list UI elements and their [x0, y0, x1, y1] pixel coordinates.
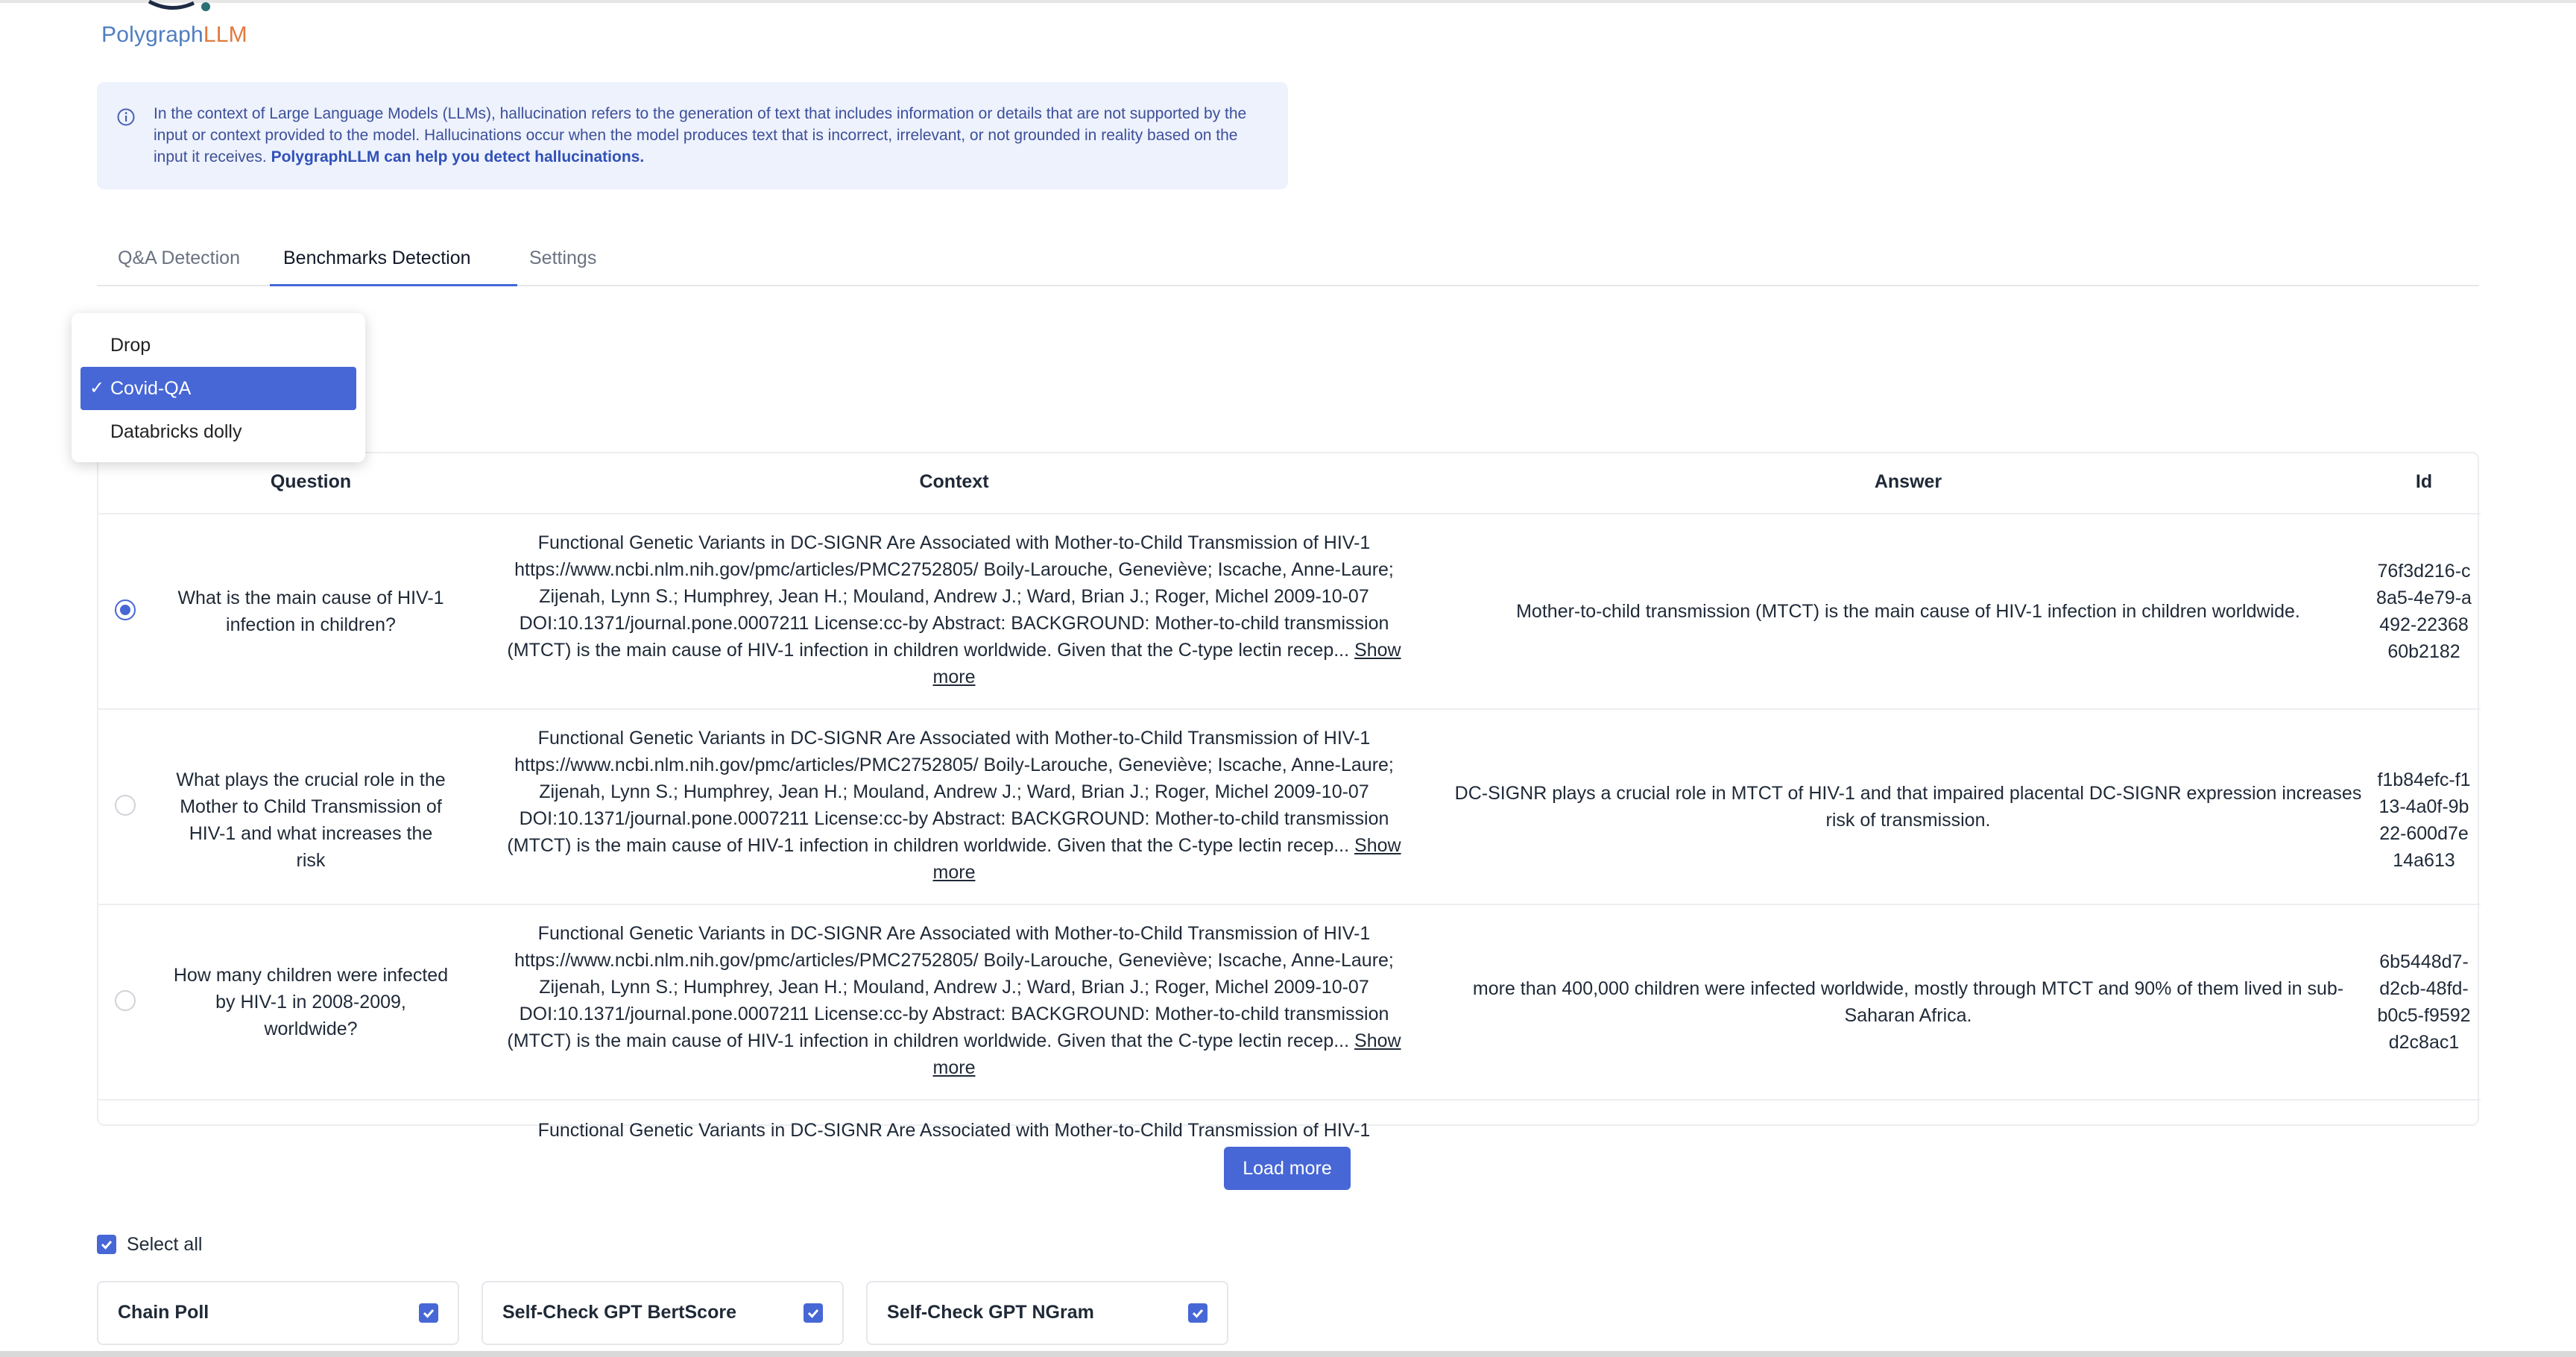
select-all-label: Select all — [127, 1234, 203, 1255]
column-header-context: Context — [919, 471, 989, 492]
logo-text-llm: LLM — [203, 22, 247, 47]
question-cell: What is the main cause of HIV-1 infection in children? — [177, 588, 444, 635]
context-cell — [493, 529, 1415, 690]
table-row[interactable] — [98, 710, 2481, 905]
select-all-checkbox[interactable] — [97, 1235, 116, 1254]
method-card-chain-poll[interactable] — [97, 1281, 459, 1345]
column-header-answer: Answer — [1874, 471, 1942, 492]
info-highlight: PolygraphLLM can help you detect hallucinations. — [271, 148, 645, 166]
method-label: Chain Poll — [118, 1302, 209, 1323]
method-card-selfcheck-ngram[interactable] — [866, 1281, 1228, 1345]
row-radio-button[interactable] — [115, 795, 136, 816]
dropdown-option-databricks-dolly[interactable] — [80, 410, 356, 453]
answer-cell: Mother-to-child transmission (MTCT) is the main cause of HIV-1 infection in children worldwide. — [1516, 601, 2300, 622]
answer-cell: more than 400,000 children were infected worldwide, mostly through MTCT and 90% of them lived in sub-Saharan Africa. — [1472, 978, 2344, 1026]
dropdown-option-drop[interactable] — [80, 324, 356, 367]
bottom-scrollbar-edge — [0, 1351, 2576, 1357]
info-icon — [116, 107, 136, 127]
tab-qa-detection[interactable]: Q&A Detection — [118, 248, 240, 268]
show-more-link[interactable]: Show more — [932, 835, 1401, 883]
tab-bar — [97, 237, 2479, 286]
checkmark-icon: ✓ — [89, 378, 105, 398]
top-border — [0, 0, 2576, 3]
logo-text-polygraph: Polygraph — [101, 22, 203, 47]
question-cell: How many children were infected by HIV-1 in 2008-2009, worldwide? — [173, 965, 449, 1039]
checkmark-icon — [1190, 1306, 1205, 1320]
dropdown-option-label: Drop — [110, 335, 151, 356]
method-checkbox[interactable] — [804, 1303, 823, 1323]
row-radio-button[interactable] — [115, 990, 136, 1011]
load-more-button[interactable]: Load more — [1224, 1147, 1351, 1190]
table-row[interactable] — [98, 514, 2481, 710]
method-checkbox[interactable] — [419, 1303, 438, 1323]
benchmark-table — [97, 452, 2479, 1141]
id-cell: f1b84efc-f113-4a0f-9b22-600d7e14a613 — [2377, 769, 2471, 871]
context-cell — [493, 725, 1415, 886]
column-header-id: Id — [2415, 471, 2433, 492]
checkmark-icon — [806, 1306, 821, 1320]
checkmark-icon — [421, 1306, 436, 1320]
show-more-link[interactable]: Show more — [932, 640, 1401, 687]
context-text: Functional Genetic Variants in DC-SIGNR Are Associated with Mother-to-Child Transmission of HIV-1 https://www.ncbi.nlm.nih.gov/pmc/articles/PMC2752805/ Boily-Larouche, Geneviève; Iscache, Anne-Laure; Zijenah, Lynn S.; Humphrey, Jean H.; Mouland, Andrew J.; Ward, Brian J.; Roger, Michel 2009-10-07 DOI:10.1371/journal.pone.0007211 License:cc-by Abstract: BACKGROUND: Mother-to-child transmission (MTCT) is the main cause of HIV-1 infection in children worldwide. Given that the C-type lectin recep... — [507, 532, 1394, 661]
context-text: Functional Genetic Variants in DC-SIGNR Are Associated with Mother-to-Child Transmission of HIV-1 https://www.ncbi.nlm.nih.gov/pmc/articles/PMC2752805/ Boily-Larouche, Geneviève; Iscache, Anne-Laure; Zijenah, Lynn S.; Humphrey, Jean H.; Mouland, Andrew J.; Ward, Brian J.; Roger, Michel 2009-10-07 DOI:10.1371/journal.pone.0007211 License:cc-by Abstract: BACKGROUND: Mother-to-child transmission (MTCT) is the main cause of HIV-1 infection in children worldwide. Given that the C-type lectin recep... — [507, 728, 1394, 856]
method-card-selfcheck-bertscore[interactable] — [482, 1281, 844, 1345]
id-cell: 76f3d216-c8a5-4e79-a492-2236860b2182 — [2376, 561, 2472, 662]
answer-cell: DC-SIGNR plays a crucial role in MTCT of HIV-1 and that impaired placental DC-SIGNR expression increases risk of transmission. — [1454, 783, 2362, 831]
tab-settings[interactable]: Settings — [529, 248, 597, 268]
method-checkbox[interactable] — [1188, 1303, 1208, 1323]
column-header-question: Question — [270, 471, 352, 492]
row-radio-button[interactable] — [115, 599, 136, 620]
info-banner — [97, 82, 1288, 189]
method-label: Self-Check GPT NGram — [887, 1302, 1094, 1323]
logo-text — [101, 22, 247, 48]
tab-benchmarks-detection[interactable]: Benchmarks Detection — [270, 248, 517, 286]
app-logo — [97, 0, 276, 57]
method-label: Self-Check GPT BertScore — [502, 1302, 736, 1323]
table-row[interactable] — [98, 905, 2481, 1101]
dropdown-option-covid-qa[interactable] — [80, 367, 356, 410]
info-text — [154, 103, 1264, 168]
dropdown-option-label: Covid-QA — [110, 378, 192, 399]
context-text: Functional Genetic Variants in DC-SIGNR Are Associated with Mother-to-Child Transmission of HIV-1 https://www.ncbi.nlm.nih.gov/pmc/articles/PMC2752805/ Boily-Larouche, Geneviève; Iscache, Anne-Laure; Zijenah, Lynn S.; Humphrey, Jean H.; Mouland, Andrew J.; Ward, Brian J.; Roger, Michel 2009-10-07 DOI:10.1371/journal.pone.0007211 License:cc-by Abstract: BACKGROUND: Mother-to-child transmission (MTCT) is the main cause of HIV-1 infection in children worldwide. Given that the C-type lectin recep... — [507, 923, 1394, 1051]
id-cell: 6b5448d7-d2cb-48fd-b0c5-f9592d2c8ac1 — [2377, 951, 2471, 1053]
logo-mark-icon — [142, 0, 224, 13]
dropdown-option-label: Databricks dolly — [110, 421, 242, 442]
context-cell — [493, 920, 1415, 1081]
info-body: In the context of Large Language Models (LLMs), hallucination refers to the generation of text that includes information or details that are not supported by the input or context provided to the model. Hallucinations occur when the model produces text that is incorrect, irrelevant, or not grounded in reality based on the input it receives. — [154, 105, 1247, 166]
context-cell-partial: Functional Genetic Variants in DC-SIGNR Are Associated with Mother-to-Child Transmission of HIV-1 — [537, 1120, 1371, 1141]
checkmark-icon — [99, 1237, 114, 1252]
question-cell: What plays the crucial role in the Mother to Child Transmission of HIV-1 and what increases the risk — [176, 769, 446, 871]
show-more-link[interactable]: Show more — [932, 1030, 1401, 1078]
